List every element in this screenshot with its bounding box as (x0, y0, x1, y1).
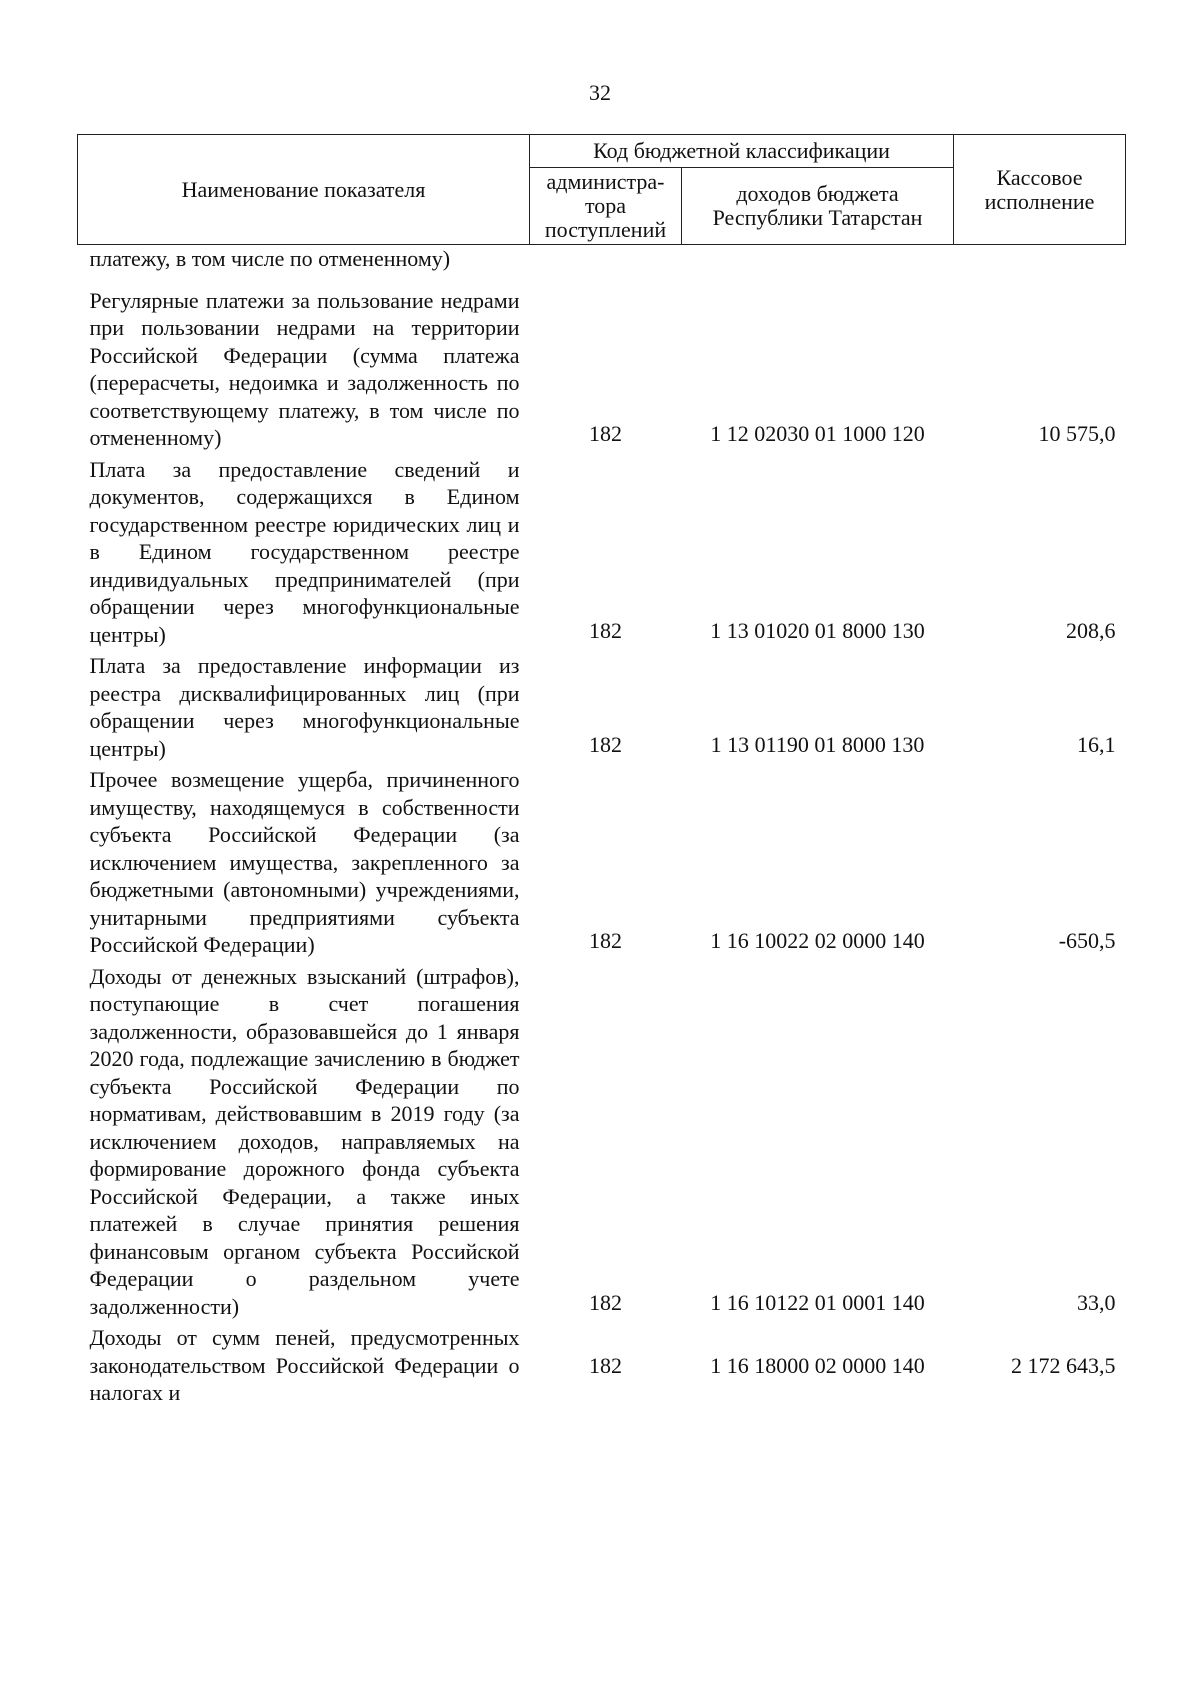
table-body (78, 245, 1126, 1407)
row-name: Прочее возмещение ущерба, причиненного имуществу, находящемуся в собственности субъекта Российской Федерации (за исключением имущества, закрепленного за бюджетными (автономными) учреждениями, унитарными предприятиями субъекта Российской Федерации) (89, 767, 520, 957)
budget-table (77, 134, 1126, 1407)
row-income-code: 1 12 02030 01 1000 120 (710, 421, 925, 446)
row-admin-code: 182 (589, 421, 622, 446)
table-row (78, 963, 1126, 1325)
row-amount: 10 575,0 (1038, 421, 1116, 446)
row-admin-code: 182 (589, 617, 622, 643)
row-admin-code: 182 (589, 1352, 622, 1378)
row-name: Плата за предоставление информации из реестра дисквалифицированных лиц (при обращении через многофункциональные центры) (89, 653, 520, 761)
header-code-group: Код бюджетной классификации (530, 135, 954, 168)
row-income-code: 1 16 10022 02 0000 140 (710, 928, 925, 953)
row-income-code: 1 13 01190 01 8000 130 (710, 731, 925, 757)
row-amount: -650,5 (1058, 928, 1116, 953)
row-name: Регулярные платежи за пользование недрами при пользовании недрами на территории Российской Федерации (сумма платежа (перерасчеты, недоимка и задолженность по соответствующему платежу, в том числе по отмененному) (89, 287, 520, 450)
table-row (78, 766, 1126, 963)
row-admin-code: 182 (589, 928, 622, 953)
header-amount: Кассовое исполнение (954, 135, 1126, 245)
table-row (78, 652, 1126, 766)
row-amount: 33,0 (1077, 1289, 1116, 1315)
row-name: платежу, в том числе по отмененному) (89, 246, 451, 271)
row-income-code: 1 16 10122 01 0001 140 (710, 1289, 925, 1315)
row-income-code: 1 16 18000 02 0000 140 (710, 1352, 925, 1378)
row-admin-code: 182 (589, 1289, 622, 1315)
table-row-continuation (78, 245, 1126, 287)
row-amount: 16,1 (1077, 731, 1116, 757)
header-income-code: доходов бюджета Республики Татарстан (682, 168, 954, 245)
row-name: Доходы от денежных взысканий (штрафов), поступающие в счет погашения задолженности, образовавшейся до 1 января 2020 года, подлежащие зачислению в бюджет субъекта Российской Федерации по нормативам, действовавшим в 2019 году (за исключением доходов, направляемых на формирование дорожного фонда субъекта Российской Федерации, а также иных платежей в случае принятия решения финансовым органом субъекта Российской Федерации о раздельном учете задолженности) (89, 963, 520, 1319)
row-amount: 208,6 (1066, 617, 1116, 643)
row-name: Доходы от сумм пеней, предусмотренных законодательством Российской Федерации о налогах и (89, 1325, 520, 1405)
row-name: Плата за предоставление сведений и документов, содержащихся в Едином государственном реестре юридических лиц и в Едином государственном реестре индивидуальных предпринимателей (при обращении через многофункциональные центры) (89, 456, 520, 647)
row-amount: 2 172 643,5 (1011, 1352, 1116, 1378)
row-admin-code: 182 (589, 731, 622, 757)
row-income-code: 1 13 01020 01 8000 130 (710, 617, 925, 643)
table-row (78, 456, 1126, 653)
table-header (78, 135, 1126, 245)
page-number: 32 (589, 80, 611, 105)
header-admin: администра-тора поступлений (530, 168, 682, 245)
table-row (78, 287, 1126, 456)
table-row (78, 1324, 1126, 1407)
header-name: Наименование показателя (78, 135, 530, 245)
